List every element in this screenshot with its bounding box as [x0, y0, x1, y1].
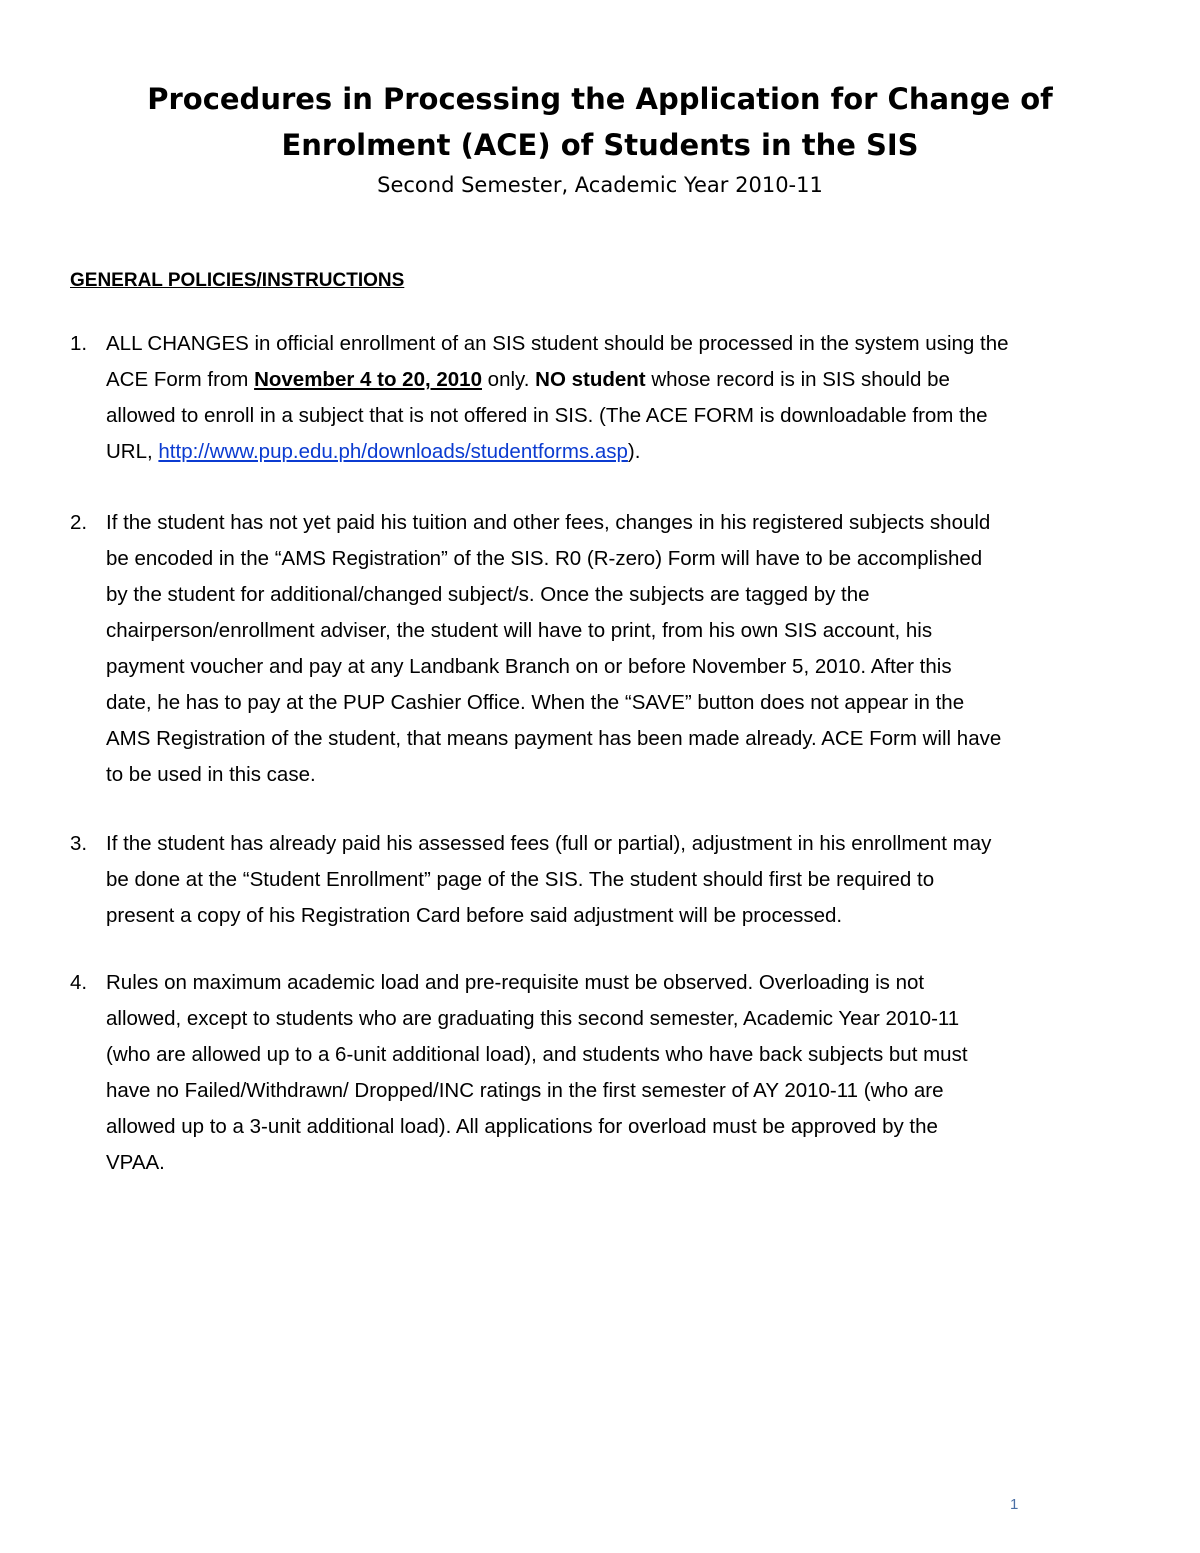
item4-line: (who are allowed up to a 6-unit additional load), and students who have back subjects but must — [106, 1043, 968, 1066]
item1-url-suffix: ). — [627, 440, 641, 463]
list-item-number: 4. — [70, 971, 88, 994]
list-item-4 — [70, 965, 1150, 1181]
item1-text-b: only. — [481, 368, 536, 391]
item3-line: be done at the “Student Enrollment” page of the SIS. The student should first be required to — [106, 868, 935, 891]
item1-url-prefix: URL, — [106, 440, 159, 463]
item3-line: If the student has already paid his assessed fees (full or partial), adjustment in his enrollment may — [106, 832, 992, 855]
document-subtitle: Second Semester, Academic Year 2010-11 — [377, 173, 823, 197]
list-item-number: 1. — [70, 332, 88, 355]
item4-line: VPAA. — [106, 1151, 165, 1174]
item4-line: allowed up to a 3-unit additional load). All applications for overload must be approved by the — [106, 1115, 938, 1138]
list-item-3 — [70, 826, 1150, 934]
enrollment-date-range: November 4 to 20, 2010 — [254, 368, 482, 391]
item2-line: by the student for additional/changed subject/s. Once the subjects are tagged by the — [106, 583, 870, 606]
item2-line: If the student has not yet paid his tuition and other fees, changes in his registered subjects should — [106, 511, 991, 534]
item4-line: Rules on maximum academic load and pre-requisite must be observed. Overloading is not — [106, 971, 925, 994]
item1-line-2 — [106, 362, 1150, 398]
item1-line-3: allowed to enroll in a subject that is not offered in SIS. (The ACE FORM is downloadable from the — [106, 404, 988, 427]
section-heading: GENERAL POLICIES/INSTRUCTIONS — [70, 270, 405, 291]
item4-line: have no Failed/Withdrawn/ Dropped/INC ratings in the first semester of AY 2010-11 (who are — [106, 1079, 944, 1102]
item3-line: present a copy of his Registration Card before said adjustment will be processed. — [106, 904, 843, 927]
document-title-line-1: Procedures in Processing the Application for Change of — [147, 82, 1053, 116]
item2-line: be encoded in the “AMS Registration” of the SIS. R0 (R-zero) Form will have to be accomplished — [106, 547, 983, 570]
list-item-body — [106, 326, 1150, 470]
list-item-body — [106, 965, 1150, 1181]
item1-line-4 — [106, 434, 1150, 470]
item2-line: date, he has to pay at the PUP Cashier Office. When the “SAVE” button does not appear in the — [106, 691, 965, 714]
no-student-emphasis: NO student — [535, 368, 646, 391]
item1-text-a: ACE Form from — [106, 368, 255, 391]
item2-line: chairperson/enrollment adviser, the student will have to print, from his own SIS account, his — [106, 619, 933, 642]
item1-line-1: ALL CHANGES in official enrollment of an SIS student should be processed in the system using the — [106, 332, 1009, 355]
list-item-number: 3. — [70, 832, 88, 855]
item2-line: to be used in this case. — [106, 763, 316, 786]
list-item-1 — [70, 326, 1150, 470]
list-item-2 — [70, 505, 1150, 793]
document-title-line-2: Enrolment (ACE) of Students in the SIS — [281, 128, 919, 162]
list-item-body — [106, 826, 1150, 934]
item2-line: AMS Registration of the student, that means payment has been made already. ACE Form will have — [106, 727, 1002, 750]
list-item-body — [106, 505, 1150, 793]
ace-form-download-link[interactable]: http://www.pup.edu.ph/downloads/studentforms.asp — [158, 440, 628, 463]
list-item-number: 2. — [70, 511, 88, 534]
item1-text-c: whose record is in SIS should be — [645, 368, 950, 391]
item4-line: allowed, except to students who are graduating this second semester, Academic Year 2010-11 — [106, 1007, 960, 1030]
page-number: 1 — [1010, 1496, 1019, 1513]
item2-line: payment voucher and pay at any Landbank Branch on or before November 5, 2010. After this — [106, 655, 952, 678]
